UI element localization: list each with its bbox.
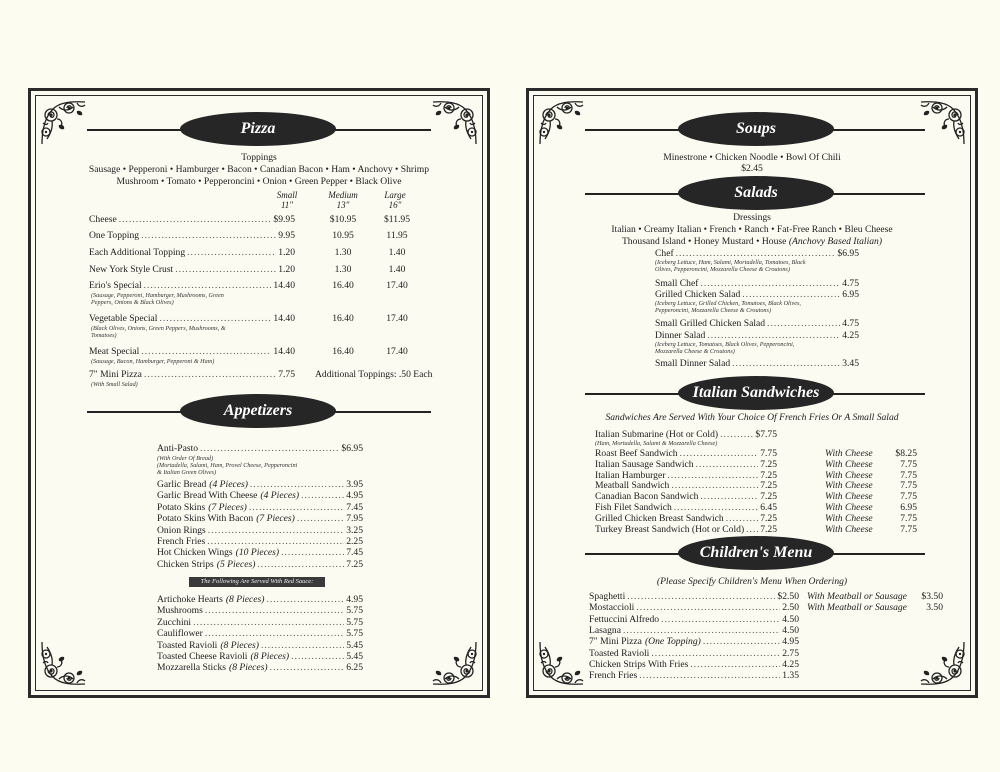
leader-dots (639, 670, 780, 681)
salads-header (529, 177, 975, 211)
left-menu-page (28, 88, 490, 698)
leader-dots (742, 289, 840, 300)
leader-dots (746, 524, 758, 535)
item-note: (5 Pieces) (216, 558, 256, 570)
pizza-medium-price: 1.30 (334, 264, 352, 275)
item-name: Lasagna (589, 624, 621, 636)
item-price: $2.50 (777, 591, 799, 602)
leader-dots (205, 628, 344, 639)
pizza-medium-price: 1.30 (334, 247, 352, 258)
item-name: Italian Hamburger (595, 469, 666, 481)
appetizers-title: Appetizers (181, 395, 335, 427)
pizza-item-row (89, 313, 295, 324)
item-price: 7.25 (760, 523, 777, 535)
item-price: 7.45 (346, 501, 363, 513)
item-price: 5.75 (346, 605, 363, 617)
item-note: (4 Pieces) (260, 490, 300, 502)
leader-dots (297, 513, 344, 524)
antipasto-desc: (Mortadella, Salami, Ham, Provel Cheese, Pepperoncini (157, 462, 298, 469)
children-extra-price: $3.50 (921, 591, 943, 602)
rose-ornament-icon (39, 639, 89, 687)
children-extra-label: With Meatball or Sausage (807, 591, 907, 602)
item-name: One Topping (89, 230, 140, 241)
item-name: Small Dinner Salad (655, 358, 731, 369)
item-name: Toasted Cheese Ravioli (157, 651, 248, 662)
item-note: (8 Pieces) (250, 651, 290, 662)
item-name: New York Style Crust (89, 264, 174, 275)
item-name: Onion Rings (157, 524, 206, 536)
item-price: 6.45 (760, 502, 777, 513)
appetizer-row (157, 662, 363, 673)
children-subtitle: (Please Specify Children's Menu When Ordering) (656, 576, 848, 587)
appetizer-row (157, 651, 363, 662)
antipasto-desc: (With Order Of Bread) (157, 455, 214, 462)
pizza-item-desc: (Black Olives, Onions, Green Peppers, Mushrooms, & Tomatoes) (91, 325, 226, 339)
leader-dots (141, 346, 271, 357)
item-note: (7 Pieces) (208, 501, 247, 513)
pizza-item-desc: (Sausage, Pepperoni, Hamburger, Mushrooms, Green Peppers, Onions & Black Olives) (91, 292, 224, 306)
item-price: 1.20 (278, 247, 295, 258)
with-cheese-label: With Cheese (825, 523, 873, 535)
dressings-line: Thousand Island • Honey Mustard • House (Anchovy Based Italian) (621, 236, 883, 247)
right-menu-page (526, 88, 978, 698)
pizza-item-row (89, 264, 295, 275)
item-name: Garlic Bread (157, 479, 207, 490)
item-name: Grilled Chicken Salad (655, 289, 741, 300)
children-row (589, 602, 799, 613)
appetizer-row (157, 559, 363, 570)
item-name: Artichoke Hearts (157, 594, 223, 605)
item-name: Vegetable Special (89, 313, 158, 324)
salad-desc: Pepperoncini, Mozzarella Cheese & Croutons) (655, 307, 771, 314)
appetizer-row (157, 628, 363, 639)
pizza-large-price: 17.40 (386, 280, 408, 291)
leader-dots (207, 536, 344, 547)
item-note: (One Topping) (644, 636, 701, 648)
item-name: Fettuccini Alfredo (589, 613, 660, 625)
item-price: 5.75 (346, 616, 363, 628)
item-name: Italian Sausage Sandwich (595, 458, 694, 470)
item-name: 7" Mini Pizza (589, 636, 642, 648)
item-name: Chicken Strips (157, 558, 214, 570)
leader-dots (676, 248, 836, 259)
item-price: 7.45 (346, 547, 363, 559)
item-price: 7.25 (346, 558, 363, 570)
item-price: 7.25 (760, 458, 777, 470)
pizza-item-row (89, 230, 295, 241)
pizza-medium-price: 16.40 (332, 346, 354, 357)
item-price: 4.75 (842, 318, 859, 329)
item-note: (7 Pieces) (256, 513, 295, 525)
sandwich-row (595, 524, 777, 535)
salad-row (655, 278, 859, 289)
leader-dots (767, 318, 840, 329)
leader-dots (627, 591, 775, 602)
item-price: 4.25 (782, 658, 799, 670)
leader-dots (159, 313, 271, 324)
soups-price: $2.45 (741, 163, 763, 174)
item-name: Zucchini (157, 616, 192, 628)
leader-dots (667, 470, 758, 481)
leader-dots (726, 513, 759, 524)
rose-ornament-icon (537, 639, 587, 687)
item-name: Small Grilled Chicken Salad (655, 318, 766, 329)
pizza-large-price: 1.40 (388, 264, 406, 275)
with-cheese-price: 7.75 (900, 512, 917, 524)
salad-row (655, 358, 859, 369)
leader-dots (651, 648, 780, 659)
leader-dots (732, 358, 840, 369)
with-cheese-label: With Cheese (825, 502, 873, 513)
item-price: 7.25 (760, 469, 777, 481)
leader-dots (700, 278, 840, 289)
salads-title: Salads (679, 177, 833, 209)
item-price: 3.25 (346, 524, 363, 536)
item-price: 2.50 (782, 602, 799, 614)
children-row (589, 591, 799, 602)
appetizer-row (157, 490, 363, 501)
leader-dots (636, 602, 780, 613)
item-name: Mostaccioli (589, 602, 635, 614)
leader-dots (623, 625, 780, 636)
item-price: 4.95 (782, 636, 799, 648)
item-price: 4.50 (782, 613, 799, 625)
item-name: Potato Skins (157, 501, 206, 513)
item-price: 4.25 (842, 330, 859, 341)
salad-row (655, 248, 859, 259)
pizza-medium-price: 16.40 (332, 280, 354, 291)
item-note: (8 Pieces) (225, 594, 265, 605)
item-name: Cauliflower (157, 628, 203, 640)
appetizers-header (31, 395, 487, 429)
children-row (589, 625, 799, 636)
item-name: Toasted Ravioli (157, 639, 218, 651)
salad-desc: Olives, Pepperoncini, Mozzarella Cheese & Croutons) (655, 266, 790, 273)
pizza-item-row (89, 247, 295, 258)
red-sauce-banner: The Following Are Served With Red Sauce: (189, 577, 325, 587)
children-row (589, 636, 799, 647)
leader-dots (257, 559, 344, 570)
leader-dots (208, 525, 344, 536)
item-price: 3.45 (842, 358, 859, 369)
pizza-medium-price: $10.95 (329, 214, 357, 225)
children-row (589, 670, 799, 681)
leader-dots (249, 502, 344, 513)
item-price: 9.95 (278, 230, 295, 241)
leader-dots (291, 651, 344, 662)
sandwich-row (595, 480, 777, 491)
pizza-title: Pizza (181, 113, 335, 145)
leader-dots (674, 502, 758, 513)
item-name: Canadian Bacon Sandwich (595, 491, 699, 503)
children-row (589, 648, 799, 659)
leader-dots (696, 459, 759, 470)
sandwiches-title: Italian Sandwiches (679, 377, 833, 409)
appetizer-row (157, 617, 363, 628)
appetizer-row (157, 640, 363, 651)
item-price: 14.40 (273, 280, 295, 291)
pizza-item-row (89, 214, 295, 225)
pizza-medium-price: 16.40 (332, 313, 354, 324)
toppings-label: Toppings (241, 152, 277, 163)
leader-dots (205, 605, 344, 616)
item-price: 7.25 (760, 512, 777, 524)
pizza-item-row (89, 280, 295, 291)
leader-dots (250, 479, 344, 490)
item-price: 7.25 (760, 491, 777, 503)
item-name: Hot Chicken Wings (157, 547, 233, 559)
toppings-line: Mushroom • Tomato • Pepperoncini • Onion • Green Pepper • Black Olive (116, 176, 402, 187)
item-name: Spaghetti (589, 591, 626, 602)
item-name: Turkey Breast Sandwich (Hot or Cold) (595, 523, 745, 535)
appetizer-row (157, 605, 363, 616)
item-price: 4.95 (346, 594, 363, 605)
item-price: 6.95 (842, 289, 859, 300)
item-price: 14.40 (273, 346, 295, 357)
appetizer-row (157, 536, 363, 547)
appetizer-row (157, 594, 363, 605)
pizza-item-desc: (Sausage, Bacon, Hamburger, Pepperoni & Ham) (91, 358, 215, 365)
leader-dots (700, 491, 758, 502)
sandwich-row (595, 491, 777, 502)
leader-dots (193, 617, 344, 628)
item-price: 1.35 (782, 670, 799, 682)
sandwiches-subtitle: Sandwiches Are Served With Your Choice Of French Fries Or A Small Salad (605, 412, 899, 423)
item-price: 2.75 (782, 647, 799, 659)
rose-ornament-icon (429, 639, 479, 687)
pizza-large-price: 11.95 (386, 230, 408, 241)
item-name: Small Chef (655, 278, 699, 289)
additional-toppings: Additional Toppings: .50 Each (315, 369, 433, 380)
mini-pizza-desc: (With Small Salad) (91, 381, 138, 388)
item-price: 7.75 (760, 448, 777, 459)
sandwich-row (595, 459, 777, 470)
with-cheese-label: With Cheese (825, 469, 873, 481)
leader-dots (261, 640, 344, 651)
item-price: 5.75 (346, 628, 363, 640)
item-name: Meatball Sandwich (595, 480, 670, 492)
item-name: Dinner Salad (655, 330, 706, 341)
leader-dots (680, 448, 759, 459)
size-large-header: Large 16" (384, 190, 406, 210)
antipasto-desc: & Italian Green Olives) (157, 469, 217, 476)
submarine-row: Italian Submarine (Hot or Cold) ..... $7.75 (595, 429, 777, 440)
item-name: Chef (655, 248, 674, 259)
size-small-header: Small 11" (276, 190, 298, 210)
sandwiches-header (529, 377, 975, 411)
leader-dots (266, 594, 344, 605)
sandwich-row (595, 513, 777, 524)
item-price: 6.25 (346, 662, 363, 674)
salad-desc: Mozzarella Cheese & Croutons) (655, 348, 735, 355)
dressings-label: Dressings (733, 212, 771, 223)
leader-dots (690, 659, 780, 670)
children-extra-price: 3.50 (926, 602, 943, 614)
soups-title: Soups (679, 113, 833, 145)
appetizer-row (157, 525, 363, 536)
leader-dots (144, 280, 272, 291)
item-name: Cheese (89, 214, 117, 225)
appetizer-row (157, 502, 363, 513)
with-cheese-price: 7.75 (900, 480, 917, 492)
leader-dots (187, 247, 276, 258)
dressings-line: Italian • Creamy Italian • French • Ranch • Fat-Free Ranch • Bleu Cheese (611, 224, 893, 235)
children-row (589, 614, 799, 625)
leader-dots (270, 662, 345, 673)
item-name: Roast Beef Sandwich (595, 448, 678, 459)
soups-header (529, 113, 975, 147)
leader-dots (141, 230, 276, 241)
salad-row (655, 289, 859, 300)
leader-dots (707, 330, 840, 341)
leader-dots (175, 264, 276, 275)
with-cheese-price: 7.75 (900, 469, 917, 481)
item-price: 3.95 (346, 479, 363, 490)
children-header (529, 537, 975, 571)
pizza-header (31, 113, 487, 147)
toppings-line: Sausage • Pepperoni • Hamburger • Bacon • Canadian Bacon • Ham • Anchovy • Shrimp (88, 164, 430, 175)
children-row (589, 659, 799, 670)
leader-dots (661, 614, 780, 625)
with-cheese-price: 7.75 (900, 523, 917, 535)
item-note: (8 Pieces) (220, 639, 259, 651)
item-price: $6.95 (837, 248, 859, 259)
with-cheese-price: 7.75 (900, 458, 917, 470)
with-cheese-label: With Cheese (825, 448, 873, 459)
item-name: French Fries (589, 670, 638, 682)
item-name: Grilled Chicken Breast Sandwich (595, 512, 724, 524)
sandwich-row (595, 448, 777, 459)
size-medium-header: Medium 13" (328, 190, 358, 210)
soups-line: Minestrone • Chicken Noodle • Bowl Of Chili (663, 152, 841, 163)
item-name: Each Additional Topping (89, 247, 186, 258)
with-cheese-price: $8.25 (895, 448, 917, 459)
salad-desc: (Iceberg Lettuce, Tomatoes, Black Olives, Pepperoncini, (655, 341, 795, 348)
item-price: 5.45 (346, 639, 363, 651)
with-cheese-price: 7.75 (900, 491, 917, 503)
item-price: $9.95 (273, 214, 295, 225)
leader-dots (301, 490, 344, 501)
item-price: 4.75 (842, 278, 859, 289)
item-price: 4.95 (346, 490, 363, 502)
salad-row (655, 318, 859, 329)
appetizer-row (157, 547, 363, 558)
submarine-desc: (Ham, Mortadella, Salami & Mozzarella Cheese) (595, 440, 718, 447)
item-name: French Fries (157, 536, 206, 547)
item-note: (4 Pieces) (209, 479, 248, 490)
salad-row (655, 330, 859, 341)
item-name: Garlic Bread With Cheese (157, 490, 258, 502)
sandwich-row (595, 470, 777, 481)
with-cheese-label: With Cheese (825, 480, 873, 492)
children-title: Children's Menu (679, 537, 833, 569)
item-note: (10 Pieces) (235, 547, 280, 559)
item-price: 2.25 (346, 536, 363, 547)
item-name: Chicken Strips With Fries (589, 658, 689, 670)
item-note: (8 Pieces) (229, 662, 268, 674)
antipasto-row: Anti-Pasto ..... $6.95 (157, 443, 363, 454)
sandwich-row (595, 502, 777, 513)
children-extra-label: With Meatball or Sausage (807, 602, 907, 614)
item-name: Mushrooms (157, 605, 203, 617)
item-name: Toasted Ravioli (589, 647, 650, 659)
with-cheese-label: With Cheese (825, 491, 873, 503)
leader-dots (281, 547, 344, 558)
item-name: Erio's Special (89, 280, 142, 291)
mini-pizza-row: 7" Mini Pizza ..... 7.75 (89, 369, 295, 380)
item-name: Mozzarella Sticks (157, 662, 226, 674)
item-name: Fish Filet Sandwich (595, 502, 672, 513)
pizza-large-price: 17.40 (386, 346, 408, 357)
salad-desc: (Iceberg Lettuce, Grilled Chicken, Tomatoes, Black Olives, (655, 300, 801, 307)
item-price: 5.45 (346, 651, 363, 662)
with-cheese-label: With Cheese (825, 458, 873, 470)
pizza-item-row (89, 346, 295, 357)
pizza-medium-price: 10.95 (332, 230, 354, 241)
salad-desc: (Iceberg Lettuce, Ham, Salami, Mortadella, Tomatoes, Black (655, 259, 806, 266)
item-price: 7.95 (346, 513, 363, 525)
pizza-large-price: 1.40 (388, 247, 406, 258)
item-price: 7.25 (760, 480, 777, 492)
appetizer-row (157, 513, 363, 524)
with-cheese-price: 6.95 (900, 502, 917, 513)
item-price: 4.50 (782, 624, 799, 636)
item-price: 1.20 (278, 264, 295, 275)
leader-dots (703, 636, 780, 647)
item-price: 14.40 (273, 313, 295, 324)
leader-dots (119, 214, 272, 225)
pizza-large-price: 17.40 (386, 313, 408, 324)
item-name: Potato Skins With Bacon (157, 513, 254, 525)
leader-dots (671, 480, 758, 491)
with-cheese-label: With Cheese (825, 512, 873, 524)
pizza-large-price: $11.95 (383, 214, 411, 225)
rose-ornament-icon (917, 639, 967, 687)
item-name: Meat Special (89, 346, 140, 357)
appetizer-row (157, 479, 363, 490)
